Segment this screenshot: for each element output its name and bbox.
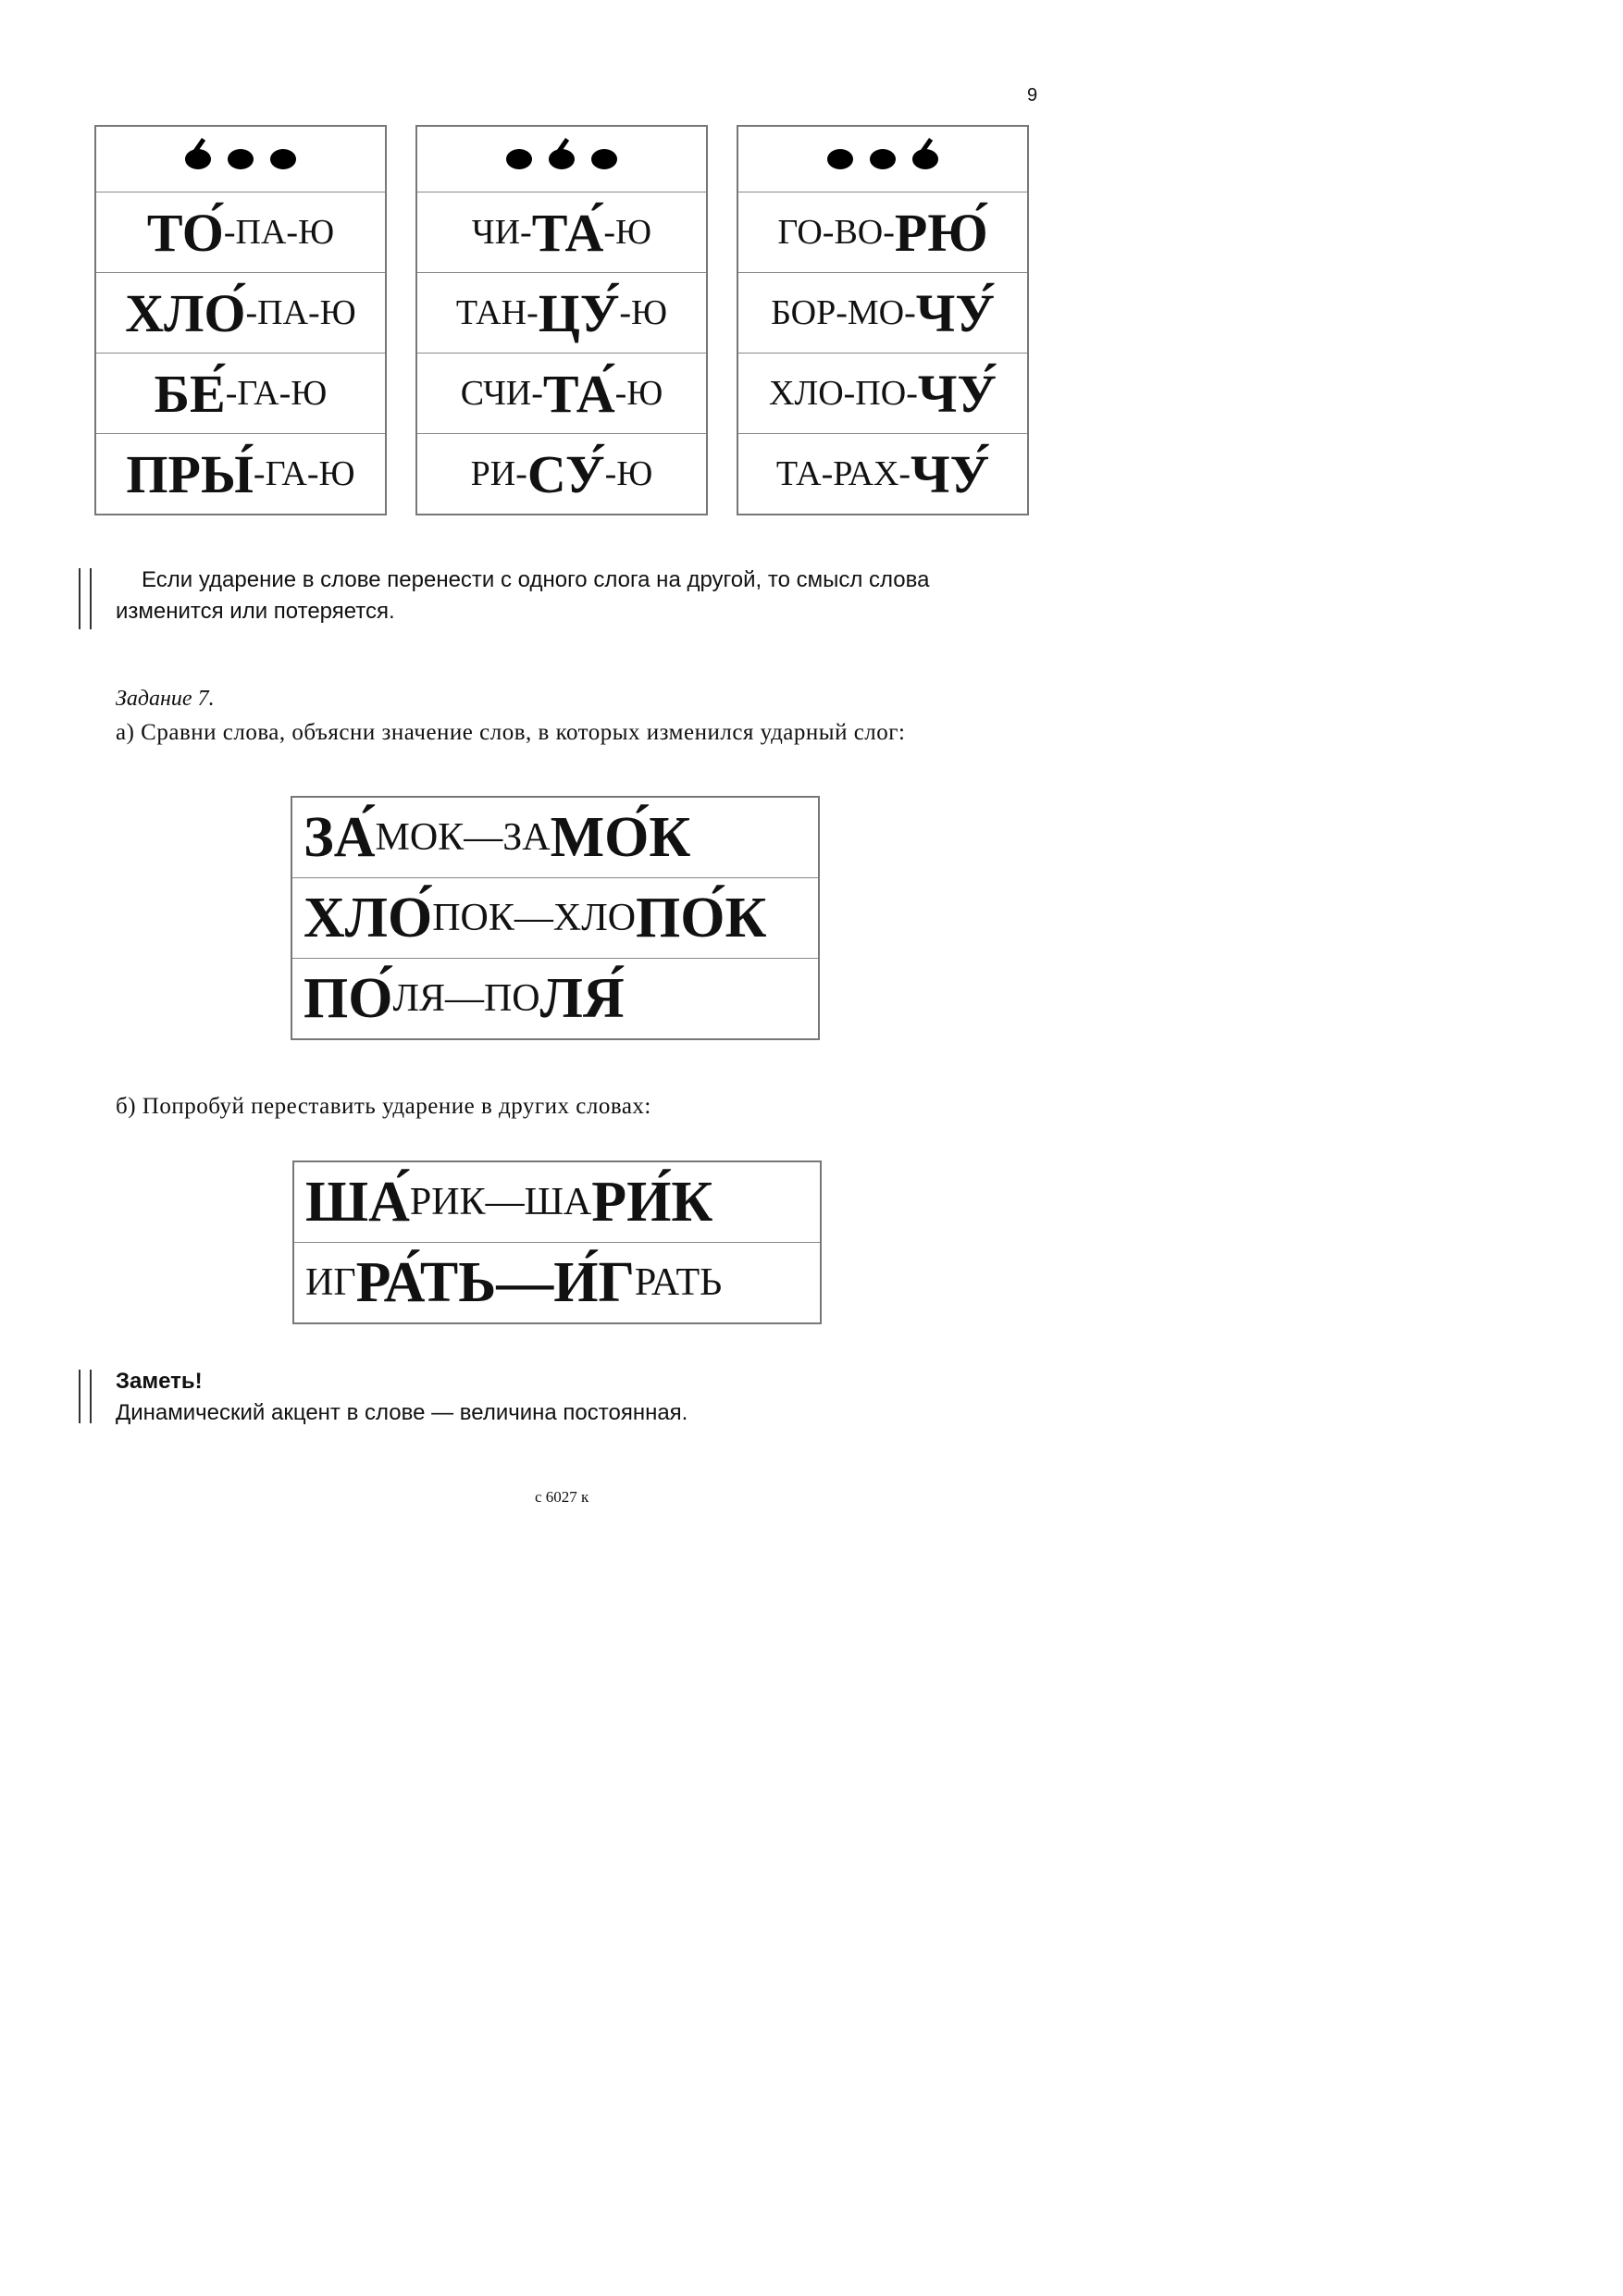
note-line-2: изменится или потеряется. xyxy=(116,599,395,624)
unstressed-part: ЗА xyxy=(502,816,551,859)
note-line-1: Если ударение в слове перенести с одного слога на другой, то смысл слова xyxy=(142,567,930,592)
word-row xyxy=(96,354,385,434)
word-row xyxy=(96,192,385,273)
syllable-dot-icon xyxy=(228,149,254,169)
stressed-part: ША́ xyxy=(305,1170,410,1234)
word-pair-row xyxy=(294,1162,820,1243)
word-pair-row xyxy=(292,959,818,1038)
dash: — xyxy=(464,816,503,859)
unstressed-syllables: -Ю xyxy=(614,374,663,413)
stressed-syllable: ХЛО́ xyxy=(125,282,246,343)
syllable-dot-icon xyxy=(870,149,896,169)
stressed-syllable: СУ́ xyxy=(527,443,605,504)
stressed-part: РА́ТЬ xyxy=(355,1250,497,1314)
unstressed-syllables: БОР-МО- xyxy=(771,293,916,332)
task-title: Задание 7. xyxy=(116,687,215,711)
stressed-part: ПО́ xyxy=(304,966,393,1030)
syllable-table-3 xyxy=(737,125,1029,515)
unstressed-part: ХЛО xyxy=(552,897,637,939)
syllable-dot-icon xyxy=(827,149,853,169)
word-row xyxy=(738,354,1027,434)
dash: — xyxy=(514,897,553,939)
unstressed-syllables: -Ю xyxy=(604,454,653,493)
syllable-dot-icon xyxy=(270,149,296,169)
dash: — xyxy=(485,1181,525,1223)
stressed-syllable: ЧУ́ xyxy=(915,282,995,343)
rule-note xyxy=(116,565,929,627)
word-row xyxy=(417,273,706,354)
stressed-syllable: ТА́ xyxy=(531,202,604,263)
stress-pattern-header xyxy=(96,127,385,192)
stressed-part: ЛЯ́ xyxy=(539,966,625,1030)
unstressed-syllables: ЧИ- xyxy=(471,213,532,252)
unstressed-part: РАТЬ xyxy=(634,1261,723,1304)
notice-title: Заметь! xyxy=(116,1369,203,1394)
unstressed-part: ЛЯ xyxy=(392,977,445,1020)
notice-text: Динамический акцент в слове — величина постоянная. xyxy=(116,1400,688,1425)
unstressed-part: МОК xyxy=(375,816,465,859)
unstressed-syllables: -Ю xyxy=(619,293,668,332)
unstressed-syllables: -ГА-Ю xyxy=(253,454,355,493)
note-margin-bars xyxy=(79,1370,92,1423)
unstressed-syllables: ТА-РАХ- xyxy=(775,454,911,493)
unstressed-syllables: ХЛО-ПО- xyxy=(769,374,918,413)
unstressed-syllables: ГО-ВО- xyxy=(777,213,895,252)
word-pair-row xyxy=(294,1243,820,1322)
word-row xyxy=(738,273,1027,354)
stressed-syllable: ЧУ́ xyxy=(911,443,990,504)
stressed-part: РИ́К xyxy=(591,1170,713,1234)
unstressed-syllables: -ПА-Ю xyxy=(245,293,356,332)
stress-pattern-header xyxy=(417,127,706,192)
stressed-syllable-dot-icon xyxy=(549,149,575,169)
notice-note xyxy=(116,1366,688,1429)
syllable-dot-icon xyxy=(506,149,532,169)
stressed-part: ЗА́ xyxy=(304,805,376,869)
stressed-syllable: ПРЫ́ xyxy=(126,443,254,504)
task-part-b: б) Попробуй переставить ударение в других словах: xyxy=(116,1094,651,1119)
stressed-syllable-dot-icon xyxy=(912,149,938,169)
word-row xyxy=(417,192,706,273)
stressed-syllable: ТА́ xyxy=(542,363,615,424)
stressed-syllable: ЧУ́ xyxy=(917,363,997,424)
syllable-table-1 xyxy=(94,125,387,515)
stressed-syllable: ТО́ xyxy=(146,202,224,263)
word-row xyxy=(417,434,706,514)
page-number: 9 xyxy=(1027,85,1038,105)
word-pairs-table-a xyxy=(291,796,820,1040)
stressed-part: МО́К xyxy=(550,805,691,869)
word-row xyxy=(96,273,385,354)
word-pairs-table-b xyxy=(292,1160,822,1324)
unstressed-syllables: ТАН- xyxy=(455,293,539,332)
unstressed-syllables: СЧИ- xyxy=(460,374,543,413)
word-pair-row xyxy=(292,878,818,959)
word-row xyxy=(738,434,1027,514)
note-margin-bars xyxy=(79,568,92,629)
unstressed-syllables: -ГА-Ю xyxy=(225,374,328,413)
word-row xyxy=(417,354,706,434)
stressed-syllable: БЕ́ xyxy=(154,363,226,424)
stressed-syllable: ЦУ́ xyxy=(538,282,620,343)
stressed-part: ХЛО́ xyxy=(304,886,433,949)
word-pair-row xyxy=(292,798,818,878)
dash: — xyxy=(444,977,484,1020)
unstressed-part: ПО xyxy=(483,977,540,1020)
footer-code: с 6027 к xyxy=(535,1488,589,1506)
syllable-table-2 xyxy=(415,125,708,515)
stress-pattern-header xyxy=(738,127,1027,192)
unstressed-part: ИГ xyxy=(305,1261,356,1304)
dash: — xyxy=(496,1250,554,1314)
stressed-part: И́Г xyxy=(553,1250,635,1314)
task-part-a: а) Сравни слова, объясни значение слов, в которых изменился ударный слог: xyxy=(116,720,906,745)
unstressed-syllables: -Ю xyxy=(603,213,652,252)
stressed-syllable: РЮ́ xyxy=(894,202,988,263)
syllable-dot-icon xyxy=(591,149,617,169)
unstressed-syllables: -ПА-Ю xyxy=(223,213,335,252)
unstressed-part: ПОК xyxy=(432,897,514,939)
stressed-part: ПО́К xyxy=(636,886,767,949)
word-row xyxy=(96,434,385,514)
unstressed-part: ША xyxy=(524,1181,592,1223)
stressed-syllable-dot-icon xyxy=(185,149,211,169)
unstressed-part: РИК xyxy=(409,1181,486,1223)
word-row xyxy=(738,192,1027,273)
unstressed-syllables: РИ- xyxy=(470,454,527,493)
